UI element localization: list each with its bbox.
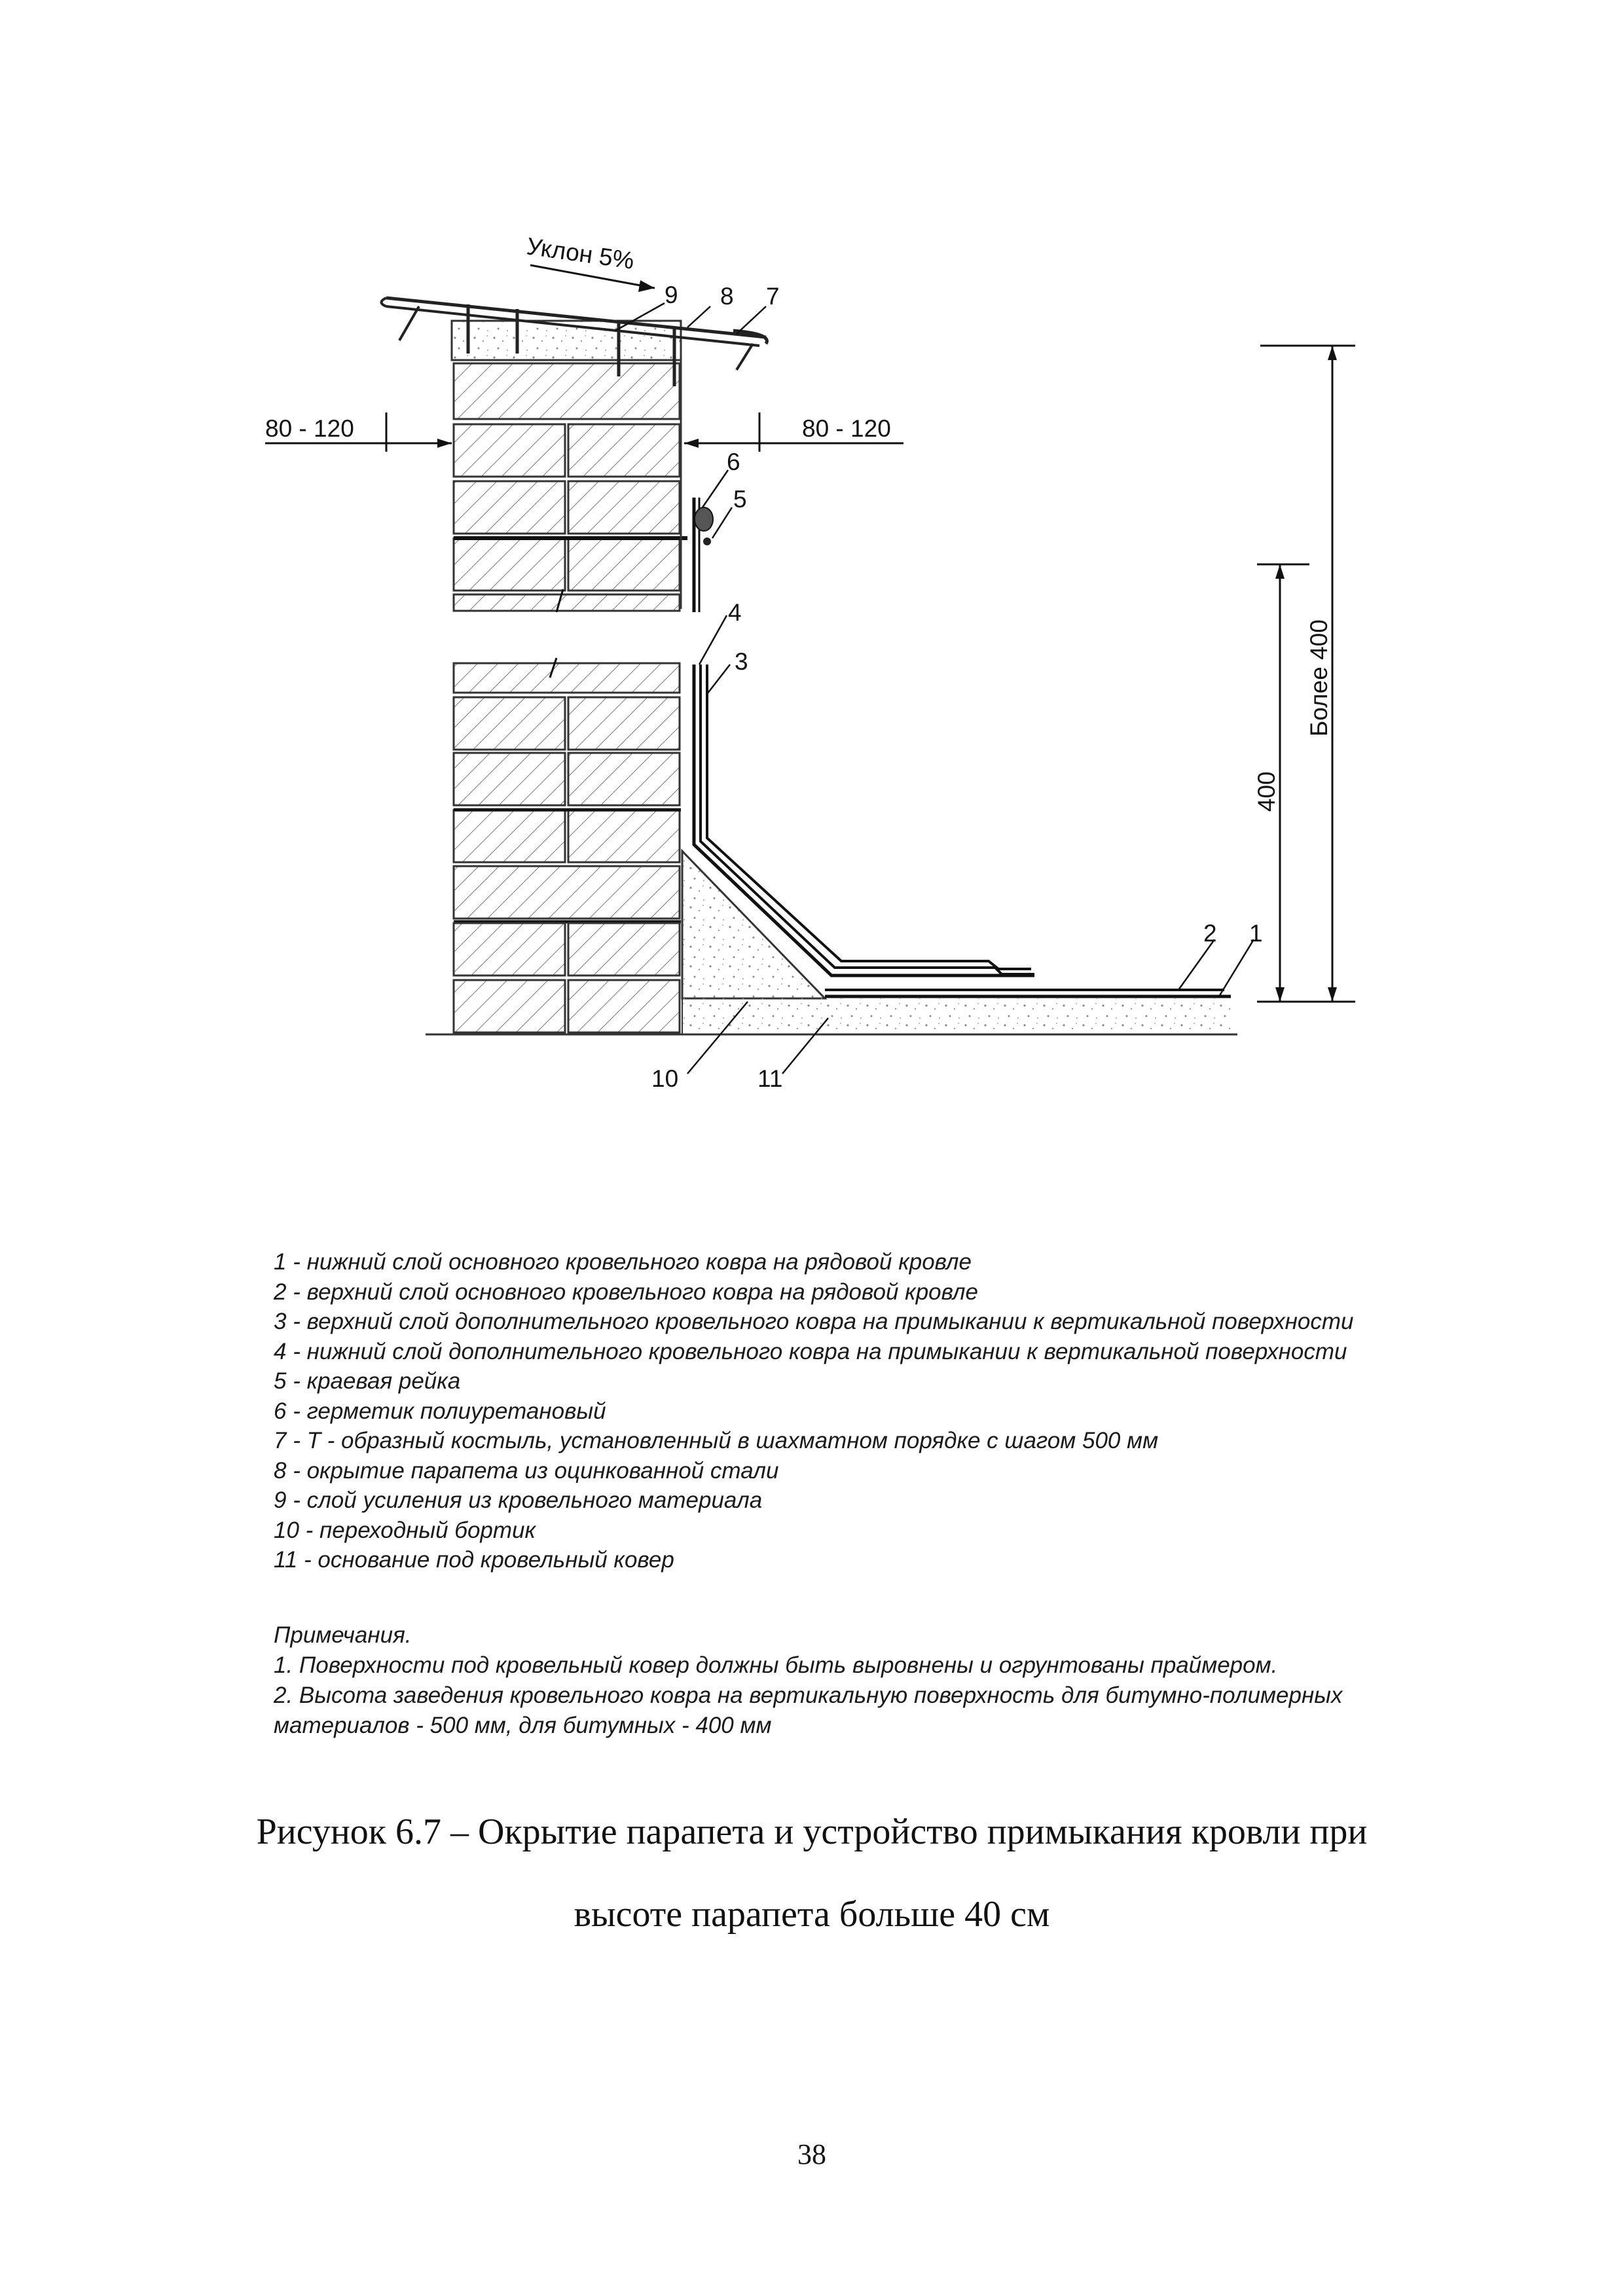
legend-item: 1 - нижний слой основного кровельного ковра на рядовой кровле xyxy=(274,1249,972,1275)
legend-item: 11 - основание под кровельный ковер xyxy=(274,1547,674,1573)
callout-6: 6 xyxy=(727,448,740,475)
callout-8: 8 xyxy=(720,283,734,310)
legend-item: 7 - Т - образный костыль, установленный в шахматном порядке с шагом 500 мм xyxy=(274,1428,1159,1453)
dimension-right xyxy=(684,412,903,452)
notes-title: Примечания. xyxy=(274,1622,412,1648)
legend-item: 10 - переходный бортик xyxy=(274,1517,536,1543)
legend-item: 4 - нижний слой дополнительного кровельного ковра на примыкании к вертикальной поверхности xyxy=(274,1338,1347,1364)
callout-3: 3 xyxy=(735,648,748,675)
drawing-legend xyxy=(274,1247,1518,1575)
page-number: 38 xyxy=(797,2138,826,2170)
callout-1: 1 xyxy=(1249,920,1263,947)
callout-11: 11 xyxy=(757,1065,783,1092)
notes-block xyxy=(274,1620,1518,1741)
figure-caption xyxy=(196,1791,1427,1956)
callout-5: 5 xyxy=(733,486,747,513)
dimension-more-400-label: Более 400 xyxy=(1305,619,1332,737)
note-item: материалов - 500 мм, для битумных - 400 мм xyxy=(274,1713,772,1738)
caption-line-1: Рисунок 6.7 – Окрытие парапета и устройство примыкания кровли при xyxy=(256,1812,1368,1852)
slope-label: Уклон 5% xyxy=(524,232,636,274)
vertical-roofing-layers xyxy=(694,498,1034,975)
note-item: 2. Высота заведения кровельного ковра на вертикальную поверхность для битумно-полимерных xyxy=(274,1683,1343,1708)
callout-10: 10 xyxy=(651,1065,679,1092)
callout-9: 9 xyxy=(665,282,678,308)
sealant-and-edge-strip xyxy=(695,507,713,545)
caption-line-2: высоте парапета больше 40 см xyxy=(574,1894,1050,1935)
slope-arrow xyxy=(530,265,655,292)
parapet-brickwork-lower xyxy=(454,658,681,1032)
callout-7: 7 xyxy=(766,283,780,310)
legend-item: 2 - верхний слой основного кровельного ковра на рядовой кровле xyxy=(274,1279,978,1305)
dimension-more-400 xyxy=(1260,346,1355,1002)
dimension-400 xyxy=(1253,564,1355,1002)
dimension-400-label: 400 xyxy=(1253,771,1280,812)
legend-item: 9 - слой усиления из кровельного материала xyxy=(274,1487,763,1513)
legend-item: 6 - герметик полиуретановый xyxy=(274,1398,606,1424)
callout-4: 4 xyxy=(728,599,742,626)
note-item: 1. Поверхности под кровельный ковер должны быть выровнены и огрунтованы праймером. xyxy=(274,1652,1278,1678)
parapet-brickwork-upper xyxy=(452,321,687,612)
dimension-left xyxy=(265,412,452,452)
dimension-left-label: 80 - 120 xyxy=(265,415,354,442)
legend-item: 3 - верхний слой дополнительного кровельного ковра на примыкании к вертикальной поверхности xyxy=(274,1309,1354,1334)
dimension-right-label: 80 - 120 xyxy=(802,415,891,442)
callout-2: 2 xyxy=(1203,920,1217,947)
legend-item: 8 - окрытие парапета из оцинкованной стали xyxy=(274,1457,779,1484)
legend-item: 5 - краевая рейка xyxy=(274,1368,461,1394)
main-roofing-layers xyxy=(825,990,1231,996)
